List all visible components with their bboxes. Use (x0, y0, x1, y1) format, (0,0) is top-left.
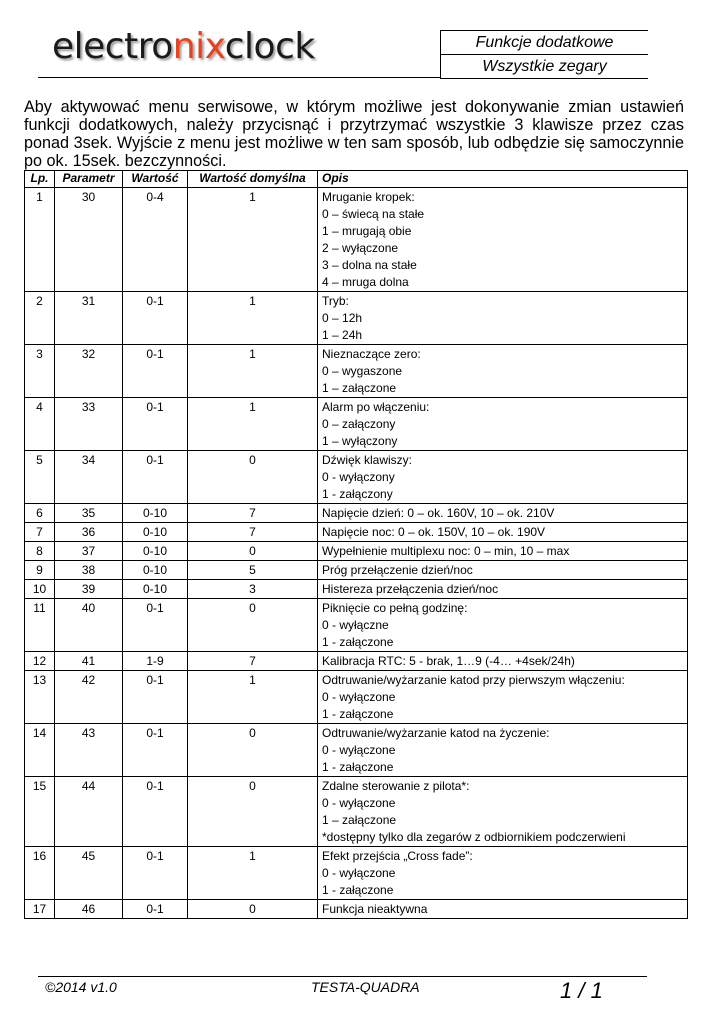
opis-line: Wypełnienie multiplexu noc: 0 – min, 10 – max (322, 544, 570, 558)
opis-line: 1 - załączone (322, 707, 394, 721)
cell-lp: 17 (25, 900, 55, 919)
table-row (25, 345, 688, 398)
cell-wartosc: 0-1 (123, 847, 188, 900)
opis-line: 0 - wyłączony (322, 470, 395, 484)
opis-line: Zdalne sterowanie z pilota*: (322, 779, 470, 793)
cell-wartosc-domyslna: 1 (188, 398, 318, 451)
cell-opis (318, 292, 688, 345)
cell-wartosc: 0-1 (123, 777, 188, 847)
opis-line: 1 – załączone (322, 381, 397, 395)
header-subtitle: Wszystkie zegary (441, 55, 648, 79)
header-rule (38, 77, 440, 78)
brand-logo (52, 26, 315, 67)
cell-wartosc-domyslna: 7 (188, 504, 318, 523)
opis-line: Odtruwanie/wyżarzanie katod przy pierwszym włączeniu: (322, 673, 625, 687)
table-header-row (25, 171, 688, 188)
header-title-box (440, 30, 648, 79)
opis-line: *dostępny tylko dla zegarów z odbiornikiem podczerwieni (322, 830, 626, 844)
table-row (25, 451, 688, 504)
cell-wartosc-domyslna: 1 (188, 847, 318, 900)
cell-parametr: 34 (55, 451, 123, 504)
cell-opis (318, 580, 688, 599)
cell-opis (318, 451, 688, 504)
cell-wartosc-domyslna: 0 (188, 599, 318, 652)
cell-lp: 5 (25, 451, 55, 504)
cell-wartosc-domyslna: 7 (188, 523, 318, 542)
table-row (25, 292, 688, 345)
cell-parametr: 46 (55, 900, 123, 919)
cell-parametr: 30 (55, 188, 123, 292)
cell-wartosc-domyslna: 7 (188, 652, 318, 671)
table-row (25, 652, 688, 671)
table-row (25, 777, 688, 847)
col-header-lp: Lp. (25, 171, 55, 188)
cell-opis (318, 561, 688, 580)
cell-wartosc: 1-9 (123, 652, 188, 671)
cell-wartosc: 0-1 (123, 345, 188, 398)
col-header-parametr: Parametr (55, 171, 123, 188)
cell-wartosc-domyslna: 5 (188, 561, 318, 580)
opis-line: Efekt przejścia „Cross fade”: (322, 849, 473, 863)
cell-parametr: 42 (55, 671, 123, 724)
opis-line: 2 – wyłączone (322, 241, 399, 255)
table-row (25, 188, 688, 292)
opis-line: Napięcie dzień: 0 – ok. 160V, 10 – ok. 210V (322, 506, 555, 520)
cell-wartosc: 0-1 (123, 900, 188, 919)
cell-parametr: 44 (55, 777, 123, 847)
cell-wartosc: 0-1 (123, 671, 188, 724)
logo-part-3: clock (224, 26, 315, 67)
cell-opis (318, 777, 688, 847)
cell-wartosc-domyslna: 0 (188, 777, 318, 847)
table-row (25, 398, 688, 451)
cell-opis (318, 188, 688, 292)
cell-lp: 2 (25, 292, 55, 345)
cell-wartosc-domyslna: 1 (188, 292, 318, 345)
cell-lp: 12 (25, 652, 55, 671)
cell-parametr: 37 (55, 542, 123, 561)
cell-lp: 11 (25, 599, 55, 652)
logo-part-2: nix (172, 26, 225, 67)
cell-opis (318, 847, 688, 900)
cell-opis (318, 599, 688, 652)
opis-line: Nieznaczące zero: (322, 347, 421, 361)
cell-lp: 4 (25, 398, 55, 451)
opis-line: Napięcie noc: 0 – ok. 150V, 10 – ok. 190V (322, 525, 546, 539)
opis-line: 0 - wyłączone (322, 796, 396, 810)
cell-wartosc: 0-10 (123, 542, 188, 561)
table-row (25, 900, 688, 919)
cell-parametr: 39 (55, 580, 123, 599)
cell-parametr: 40 (55, 599, 123, 652)
cell-parametr: 38 (55, 561, 123, 580)
col-header-wartosc: Wartość (123, 171, 188, 188)
cell-lp: 15 (25, 777, 55, 847)
header-title: Funkcje dodatkowe (441, 31, 648, 55)
cell-wartosc: 0-1 (123, 292, 188, 345)
table-row (25, 599, 688, 652)
cell-parametr: 36 (55, 523, 123, 542)
opis-line: Alarm po włączeniu: (322, 400, 430, 414)
cell-opis (318, 652, 688, 671)
opis-line: 1 - załączony (322, 487, 393, 501)
opis-line: 0 – wygaszone (322, 364, 403, 378)
cell-opis (318, 345, 688, 398)
footer-author: TESTA-QUADRA (311, 979, 420, 995)
cell-lp: 9 (25, 561, 55, 580)
cell-lp: 7 (25, 523, 55, 542)
opis-line: Próg przełączenie dzień/noc (322, 563, 473, 577)
footer-rule (38, 976, 647, 977)
cell-parametr: 31 (55, 292, 123, 345)
cell-wartosc: 0-10 (123, 580, 188, 599)
footer-copyright: ©2014 v1.0 (45, 979, 117, 995)
cell-lp: 6 (25, 504, 55, 523)
opis-line: 0 – 12h (322, 311, 363, 325)
opis-line: 1 - załączone (322, 635, 394, 649)
table-row (25, 504, 688, 523)
opis-line: 0 - wyłączone (322, 743, 396, 757)
table-row (25, 523, 688, 542)
opis-line: 0 - wyłączone (322, 866, 396, 880)
opis-line: 0 – załączony (322, 417, 396, 431)
opis-line: 0 - wyłączne (322, 618, 389, 632)
opis-line: 3 – dolna na stałe (322, 258, 417, 272)
cell-opis (318, 671, 688, 724)
cell-wartosc: 0-1 (123, 724, 188, 777)
cell-wartosc-domyslna: 0 (188, 724, 318, 777)
cell-wartosc-domyslna: 1 (188, 188, 318, 292)
opis-line: Odtruwanie/wyżarzanie katod na życzenie: (322, 726, 550, 740)
cell-wartosc: 0-1 (123, 599, 188, 652)
cell-wartosc: 0-10 (123, 504, 188, 523)
table-row (25, 542, 688, 561)
cell-opis (318, 542, 688, 561)
opis-line: Piknięcie co pełną godzinę: (322, 601, 468, 615)
table-row (25, 580, 688, 599)
opis-line: Funkcja nieaktywna (322, 902, 428, 916)
col-header-opis: Opis (318, 171, 688, 188)
cell-parametr: 35 (55, 504, 123, 523)
cell-lp: 8 (25, 542, 55, 561)
opis-line: 1 – wyłączony (322, 434, 398, 448)
cell-opis (318, 523, 688, 542)
cell-wartosc: 0-1 (123, 451, 188, 504)
cell-parametr: 33 (55, 398, 123, 451)
opis-line: 0 - wyłączone (322, 690, 396, 704)
cell-wartosc-domyslna: 0 (188, 900, 318, 919)
opis-line: 0 – świecą na stałe (322, 207, 425, 221)
table-row (25, 671, 688, 724)
cell-wartosc-domyslna: 1 (188, 345, 318, 398)
cell-wartosc-domyslna: 1 (188, 671, 318, 724)
opis-line: 1 - załączone (322, 883, 394, 897)
cell-parametr: 32 (55, 345, 123, 398)
col-header-wartosc-domyslna: Wartość domyślna (188, 171, 318, 188)
cell-lp: 13 (25, 671, 55, 724)
cell-parametr: 43 (55, 724, 123, 777)
cell-opis (318, 900, 688, 919)
cell-wartosc-domyslna: 0 (188, 451, 318, 504)
opis-line: 4 – mruga dolna (322, 275, 409, 289)
opis-line: 1 - załączone (322, 760, 394, 774)
parameters-table (24, 170, 688, 919)
intro-paragraph: Aby aktywować menu serwisowe, w którym możliwe jest dokonywanie zmian ustawień funkcji dodatkowych, należy przycisnąć i przytrzymać wszystkie 3 klawisze przez czas ponad 3sek. Wyjście z menu jest możliwe w ten sam sposób, lub odbędzie się samoczynnie po ok. 15sek. bezczynności. (24, 98, 684, 170)
cell-wartosc-domyslna: 0 (188, 542, 318, 561)
cell-lp: 1 (25, 188, 55, 292)
cell-lp: 14 (25, 724, 55, 777)
opis-line: Kalibracja RTC: 5 - brak, 1…9 (-4… +4sek/24h) (322, 654, 575, 668)
opis-line: Tryb: (322, 294, 349, 308)
cell-opis (318, 398, 688, 451)
opis-line: 1 – załączone (322, 813, 397, 827)
opis-line: Dźwięk klawiszy: (322, 453, 413, 467)
opis-line: 1 – mrugają obie (322, 224, 412, 238)
cell-lp: 3 (25, 345, 55, 398)
cell-lp: 16 (25, 847, 55, 900)
logo-part-1: electro (52, 26, 173, 67)
cell-wartosc: 0-4 (123, 188, 188, 292)
opis-line: 1 – 24h (322, 328, 363, 342)
cell-parametr: 45 (55, 847, 123, 900)
opis-line: Histereza przełączenia dzień/noc (322, 582, 499, 596)
cell-opis (318, 504, 688, 523)
table-row (25, 724, 688, 777)
cell-wartosc: 0-10 (123, 561, 188, 580)
cell-lp: 10 (25, 580, 55, 599)
table-row (25, 561, 688, 580)
cell-parametr: 41 (55, 652, 123, 671)
cell-wartosc: 0-10 (123, 523, 188, 542)
cell-wartosc-domyslna: 3 (188, 580, 318, 599)
cell-wartosc: 0-1 (123, 398, 188, 451)
cell-opis (318, 724, 688, 777)
footer-page-number: 1 / 1 (560, 978, 603, 1003)
opis-line: Mruganie kropek: (322, 190, 415, 204)
table-body (25, 188, 688, 919)
table-row (25, 847, 688, 900)
